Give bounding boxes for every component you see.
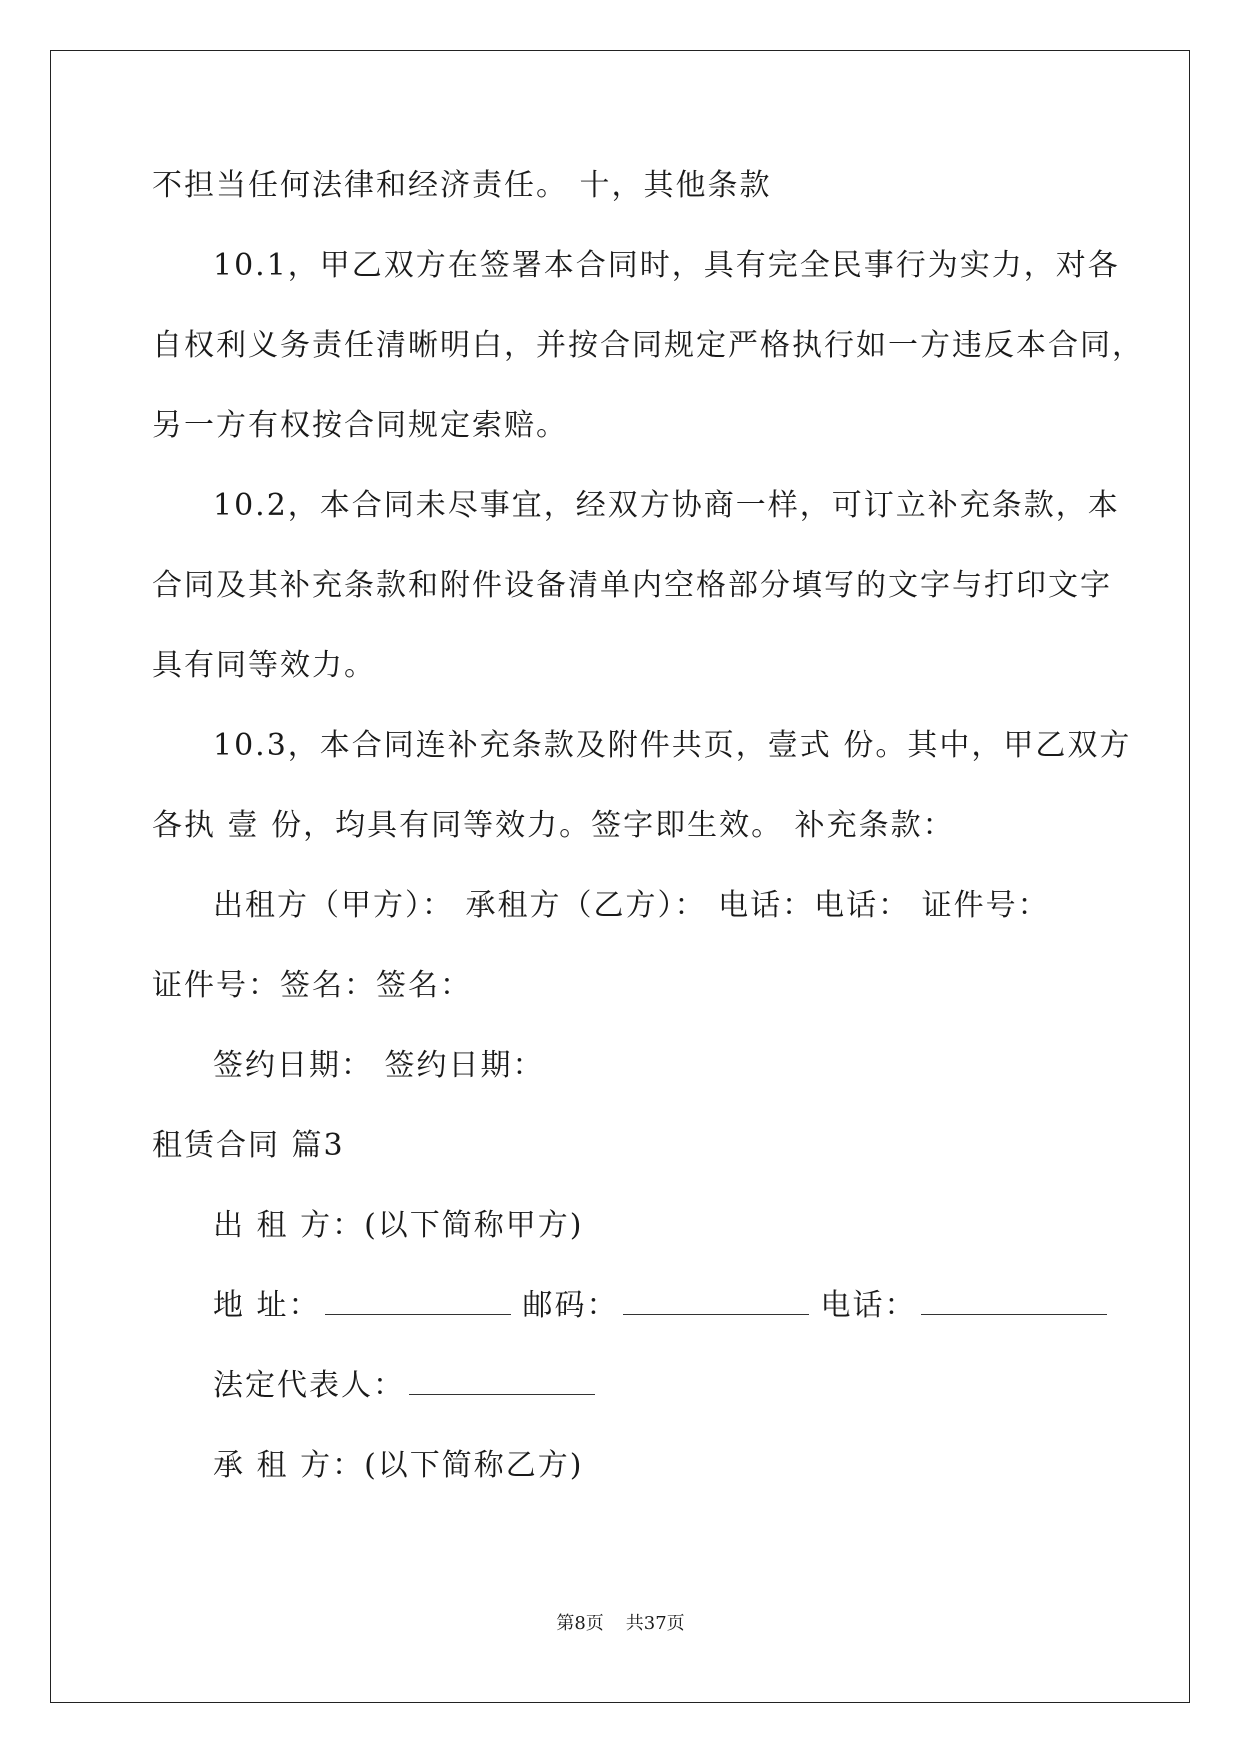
legal-rep-blank [409,1368,595,1395]
postcode-blank [623,1288,809,1315]
legal-rep-label: 法定代表人： [213,1368,405,1403]
text-line-1: 不担当任何法律和经济责任。 十，其他条款 [152,168,772,203]
section-heading: 租赁合同 篇3 [152,1128,345,1163]
footer-total-prefix: 共 [625,1613,644,1634]
clause-10-2-line-1: 10.2，本合同未尽事宜，经双方协商一样，可订立补充条款，本 [213,488,1120,523]
page-footer [0,1612,1241,1636]
clause-10-3-line-2: 各执 壹 份，均具有同等效力。签字即生效。 补充条款： [152,808,955,843]
clause-10-2-line-2: 合同及其补充条款和附件设备清单内空格部分填写的文字与打印文字 [152,568,1112,603]
clause-10-1-line-2: 自权利义务责任清晰明白，并按合同规定严格执行如一方违反本合同， [152,328,1144,363]
phone-label: 电话： [820,1288,917,1323]
footer-total-suffix: 页 [666,1613,685,1634]
clause-10-1-line-3: 另一方有权按合同规定索赔。 [152,408,568,443]
phone-blank [921,1288,1107,1315]
signature-labels-line: 证件号：签名：签名： [152,968,472,1003]
clause-10-2-line-3: 具有同等效力。 [152,648,376,683]
address-label: 地 址： [213,1288,321,1323]
address-line [213,1286,1119,1326]
footer-total-pages: 37 [643,1613,667,1634]
legal-rep-line [213,1366,607,1406]
footer-page-suffix: 页 [585,1613,604,1634]
lessee-line: 承 租 方：(以下简称乙方) [213,1448,584,1483]
footer-page-prefix: 第 [556,1613,575,1634]
clause-10-3-line-1: 10.3，本合同连补充条款及附件共页，壹式 份。其中，甲乙双方 [213,728,1132,763]
postcode-label: 邮码： [522,1288,619,1323]
lessor-line: 出 租 方：(以下简称甲方) [213,1208,584,1243]
footer-page-number: 8 [574,1613,586,1634]
sign-date-line: 签约日期： 签约日期： [213,1048,545,1083]
address-blank [325,1288,511,1315]
clause-10-1-line-1: 10.1，甲乙双方在签署本合同时，具有完全民事行为实力，对各 [213,248,1120,283]
party-labels-line: 出租方（甲方）： 承租方（乙方）： 电话：电话： 证件号： [213,888,1050,923]
